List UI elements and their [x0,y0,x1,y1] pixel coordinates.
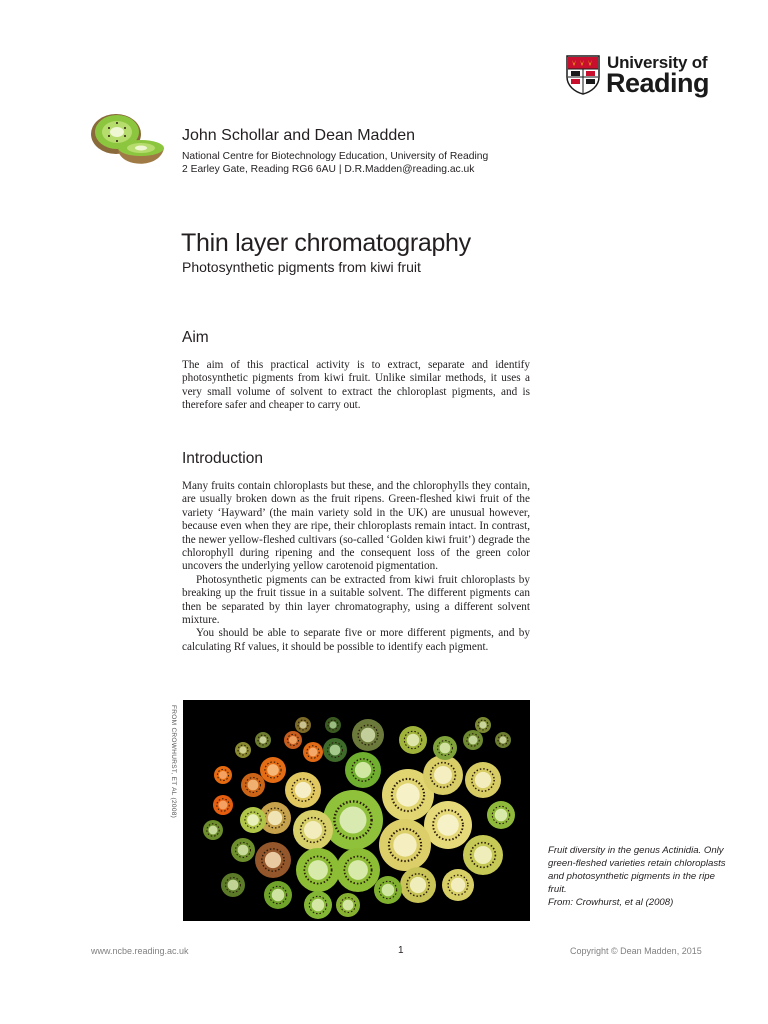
introduction-heading: Introduction [182,450,263,467]
affiliation-line-1: National Centre for Biotechnology Education, University of Reading [182,151,489,162]
university-logo [566,53,716,103]
kiwi-diversity-photo [183,700,530,921]
page-number: 1 [398,945,404,956]
introduction-body [182,480,530,654]
intro-paragraph-3: You should be able to separate five or more different pigments, and by calculating Rf values, it should be possible to identify each pigment. [182,627,530,653]
kiwi-slices-image [183,700,530,921]
intro-paragraph-2: Photosynthetic pigments can be extracted from kiwi fruit chloroplasts by breaking up the fruit tissue in a suitable solvent. The different pigments can then be separated by thin layer chromatography, using a different solvent mixture. [182,573,530,627]
aim-paragraph [182,359,530,413]
caption-source: From: Crowhurst, et al (2008) [548,897,674,908]
author-names: John Schollar and Dean Madden [182,127,416,144]
footer-website: www.ncbe.reading.ac.uk [91,946,189,956]
kiwi-fruit-illustration [88,108,168,178]
affiliation [182,150,488,176]
university-shield-icon [566,55,600,95]
document-title: Thin layer chromatography [181,229,471,257]
footer-copyright: Copyright © Dean Madden, 2015 [570,946,702,956]
logo-text-line1: University of [607,53,708,72]
photo-credit: FROM CROWHURST, ET AL (2008) [170,705,177,819]
figure-caption [548,844,728,909]
caption-text: Fruit diversity in the genus Actinidia. Only green-fleshed varieties retain chloroplasts and photosynthetic pigments in the ripe fruit. [548,845,726,895]
intro-paragraph-1: Many fruits contain chloroplasts but these, and the chlorophylls they contain, are usually broken down as the fruit ripens. Green-fleshed kiwi fruit of the variety ‘Hayward’ (the main variety sold in the UK) are unusual however, because even when they are ripe, their chloroplasts remain intact. In contrast, the newer yellow-fleshed cultivars (so-called ‘Golden kiwi fruit’) degrade the chlorophyll during ripening and the consequent loss of the green color uncovers the underlying yellow carotenoid pigmentation. [182,480,530,573]
aim-text: The aim of this practical activity is to extract, separate and identify photosynthetic pigments from kiwi fruit. Unlike similar methods, it uses a very small volume of solvent to extract the chloroplast pigments, and is therefore safer and cheaper to carry out. [182,359,530,412]
affiliation-line-2: 2 Earley Gate, Reading RG6 6AU | D.R.Madden@reading.ac.uk [182,164,475,175]
logo-text-line2: Reading [606,68,710,98]
document-subtitle: Photosynthetic pigments from kiwi fruit [182,259,421,275]
aim-heading: Aim [182,329,209,346]
